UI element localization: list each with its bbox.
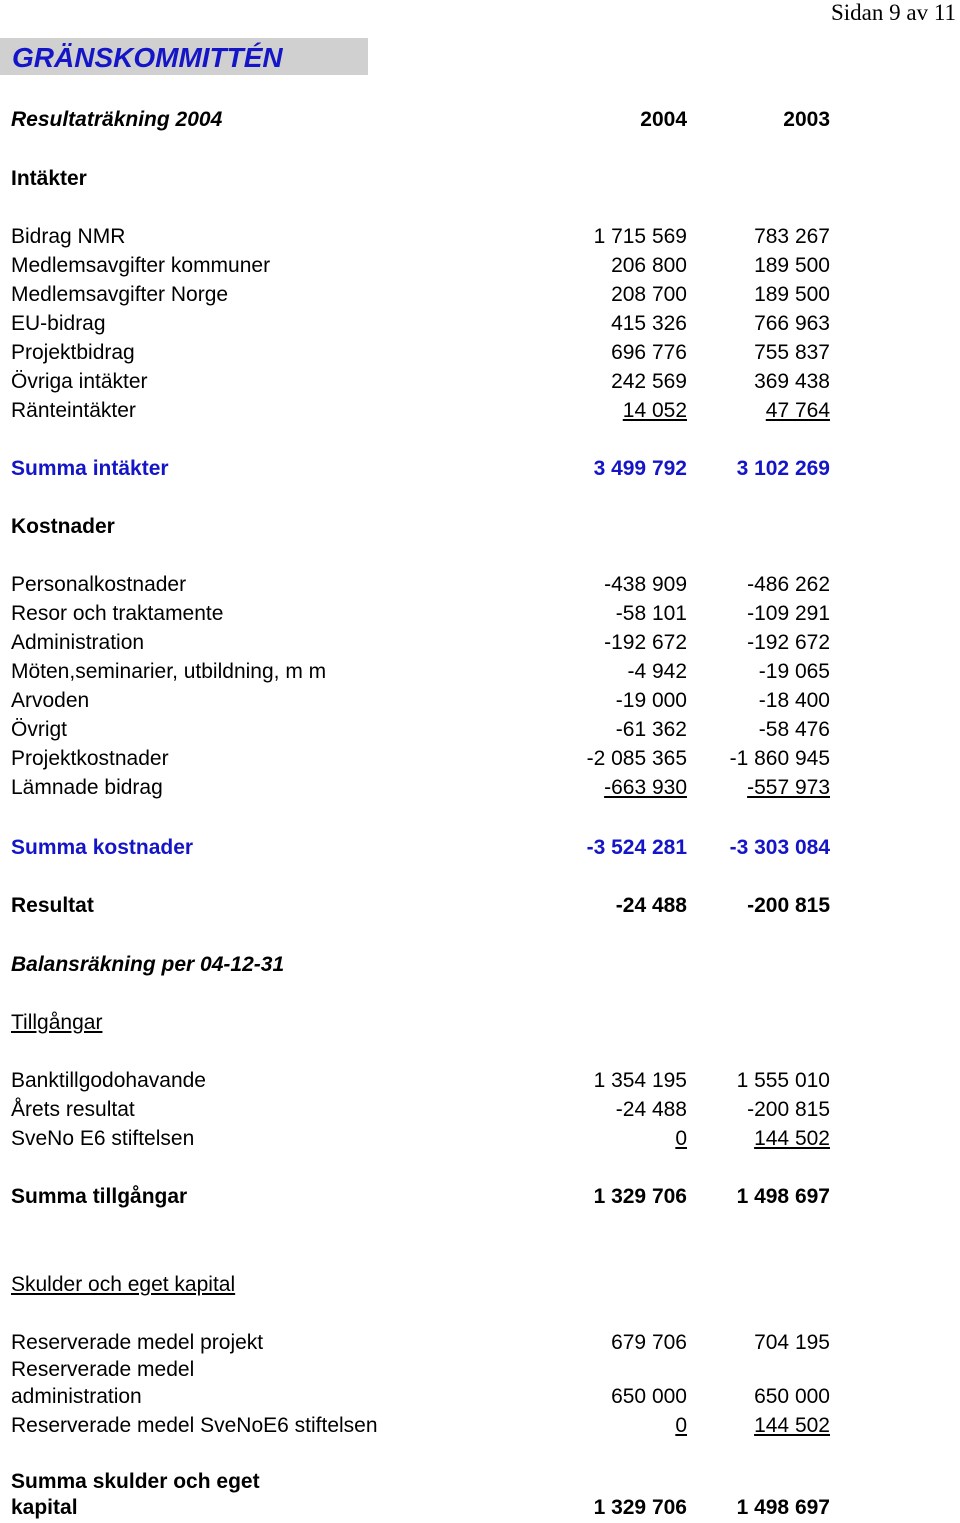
cost-total-row [11, 833, 841, 862]
value-2003: 783 267 [754, 225, 830, 248]
value-2004: -19 000 [615, 689, 687, 712]
table-row [11, 599, 841, 628]
value-2003: 47 764 [765, 399, 830, 422]
table-row [11, 367, 841, 396]
value-2003: -19 065 [758, 660, 830, 683]
row-label: Resultat [11, 894, 94, 917]
value-2003: 1 498 697 [736, 1496, 830, 1519]
row-label: Medlemsavgifter Norge [11, 283, 229, 306]
income-heading-row [11, 164, 841, 193]
value-2004: -24 488 [615, 894, 687, 917]
row-label: Administration [11, 631, 145, 654]
value-2004: -663 930 [604, 776, 687, 799]
row-label: Övriga intäkter [11, 370, 148, 393]
value-2004: -4 942 [627, 660, 687, 683]
value-2004: -3 524 281 [586, 836, 687, 859]
value-2004: 1 715 569 [593, 225, 687, 248]
assets-heading: Tillgångar [11, 1011, 103, 1034]
liabilities-total-row [11, 1494, 841, 1523]
row-label: EU-bidrag [11, 312, 106, 335]
value-2004: 0 [675, 1414, 687, 1437]
row-label: Möten,seminarier, utbildning, m m [11, 660, 327, 683]
column-header-2003: 2003 [783, 108, 830, 131]
row-label: Reserverade medel projekt [11, 1331, 264, 1354]
table-row [11, 396, 841, 425]
value-2004: 696 776 [611, 341, 687, 364]
table-row [11, 628, 841, 657]
table-row [11, 744, 841, 773]
income-heading: Intäkter [11, 167, 87, 190]
value-2004: -61 362 [615, 718, 687, 741]
row-label: SveNo E6 stiftelsen [11, 1127, 195, 1150]
value-2004: 14 052 [622, 399, 687, 422]
table-row [11, 309, 841, 338]
table-row [11, 280, 841, 309]
value-2004: -24 488 [615, 1098, 687, 1121]
table-row [11, 570, 841, 599]
table-row [11, 715, 841, 744]
table-row [11, 251, 841, 280]
row-label: Projektbidrag [11, 341, 135, 364]
income-statement-header [11, 105, 841, 134]
value-2003: 144 502 [754, 1414, 830, 1437]
value-2003: 755 837 [754, 341, 830, 364]
result-row [11, 891, 841, 920]
row-label: Arvoden [11, 689, 90, 712]
value-2003: 704 195 [754, 1331, 830, 1354]
row-label: Personalkostnader [11, 573, 187, 596]
liabilities-heading-row [11, 1270, 841, 1299]
org-title-banner [0, 38, 368, 75]
value-2003: -486 262 [747, 573, 830, 596]
value-2004: 242 569 [611, 370, 687, 393]
row-label: Övrigt [11, 718, 68, 741]
value-2004: 650 000 [611, 1385, 687, 1408]
income-total-row [11, 454, 841, 483]
value-2003: -1 860 945 [729, 747, 830, 770]
value-2003: -109 291 [747, 602, 830, 625]
table-row [11, 686, 841, 715]
value-2003: -58 476 [758, 718, 830, 741]
value-2004: -2 085 365 [586, 747, 687, 770]
liabilities-total-row [11, 1468, 841, 1497]
value-2003: 369 438 [754, 370, 830, 393]
column-header-2004: 2004 [640, 108, 687, 131]
table-row [11, 773, 841, 802]
value-2003: 144 502 [754, 1127, 830, 1150]
org-title: GRÄNSKOMMITTÉN [12, 42, 283, 73]
value-2003: -3 303 084 [729, 836, 830, 859]
value-2003: -18 400 [758, 689, 830, 712]
table-row [11, 1095, 841, 1124]
value-2003: -557 973 [747, 776, 830, 799]
value-2004: -438 909 [604, 573, 687, 596]
row-label: Bidrag NMR [11, 225, 126, 248]
row-label-line-2: administration [11, 1385, 142, 1408]
value-2004: 679 706 [611, 1331, 687, 1354]
table-row [11, 338, 841, 367]
value-2003: 3 102 269 [736, 457, 830, 480]
row-label: Summa kostnader [11, 836, 194, 859]
row-label: Banktillgodohavande [11, 1069, 206, 1092]
assets-heading-row [11, 1008, 841, 1037]
liabilities-heading: Skulder och eget kapital [11, 1273, 236, 1296]
assets-total-row [11, 1182, 841, 1211]
value-2003: -192 672 [747, 631, 830, 654]
table-row [11, 657, 841, 686]
value-2003: -200 815 [747, 1098, 830, 1121]
row-label: Ränteintäkter [11, 399, 136, 422]
row-label: Medlemsavgifter kommuner [11, 254, 271, 277]
table-row [11, 1328, 841, 1357]
table-row [11, 1124, 841, 1153]
row-label: Resor och traktamente [11, 602, 224, 625]
value-2004: 206 800 [611, 254, 687, 277]
table-row [11, 1383, 841, 1412]
table-row [11, 222, 841, 251]
row-label: Projektkostnader [11, 747, 169, 770]
value-2003: 189 500 [754, 283, 830, 306]
value-2003: 650 000 [754, 1385, 830, 1408]
balance-sheet-title: Balansräkning per 04-12-31 [11, 953, 285, 976]
row-label-line-1: Reserverade medel [11, 1358, 195, 1381]
value-2003: -200 815 [747, 894, 830, 917]
row-label: Reserverade medel SveNoE6 stiftelsen [11, 1414, 378, 1437]
value-2004: 1 329 706 [593, 1185, 687, 1208]
value-2004: -192 672 [604, 631, 687, 654]
row-label-line-2: kapital [11, 1496, 78, 1519]
row-label-line-1: Summa skulder och eget [11, 1470, 260, 1493]
row-label: Summa intäkter [11, 457, 169, 480]
income-statement-title: Resultaträkning 2004 [11, 108, 223, 131]
value-2004: 208 700 [611, 283, 687, 306]
row-label: Lämnade bidrag [11, 776, 163, 799]
table-row [11, 1411, 841, 1440]
balance-sheet-header [11, 950, 841, 979]
value-2003: 1 555 010 [736, 1069, 830, 1092]
row-label: Årets resultat [11, 1098, 135, 1121]
cost-heading-row [11, 512, 841, 541]
page-number: Sidan 9 av 11 [831, 0, 956, 25]
row-label: Summa tillgångar [11, 1185, 188, 1208]
value-2004: 415 326 [611, 312, 687, 335]
cost-heading: Kostnader [11, 515, 115, 538]
table-row [11, 1066, 841, 1095]
value-2003: 1 498 697 [736, 1185, 830, 1208]
table-row [11, 1356, 841, 1385]
value-2004: 1 354 195 [593, 1069, 687, 1092]
value-2004: 0 [675, 1127, 687, 1150]
value-2004: 3 499 792 [593, 457, 687, 480]
value-2003: 766 963 [754, 312, 830, 335]
value-2003: 189 500 [754, 254, 830, 277]
value-2004: 1 329 706 [593, 1496, 687, 1519]
value-2004: -58 101 [615, 602, 687, 625]
